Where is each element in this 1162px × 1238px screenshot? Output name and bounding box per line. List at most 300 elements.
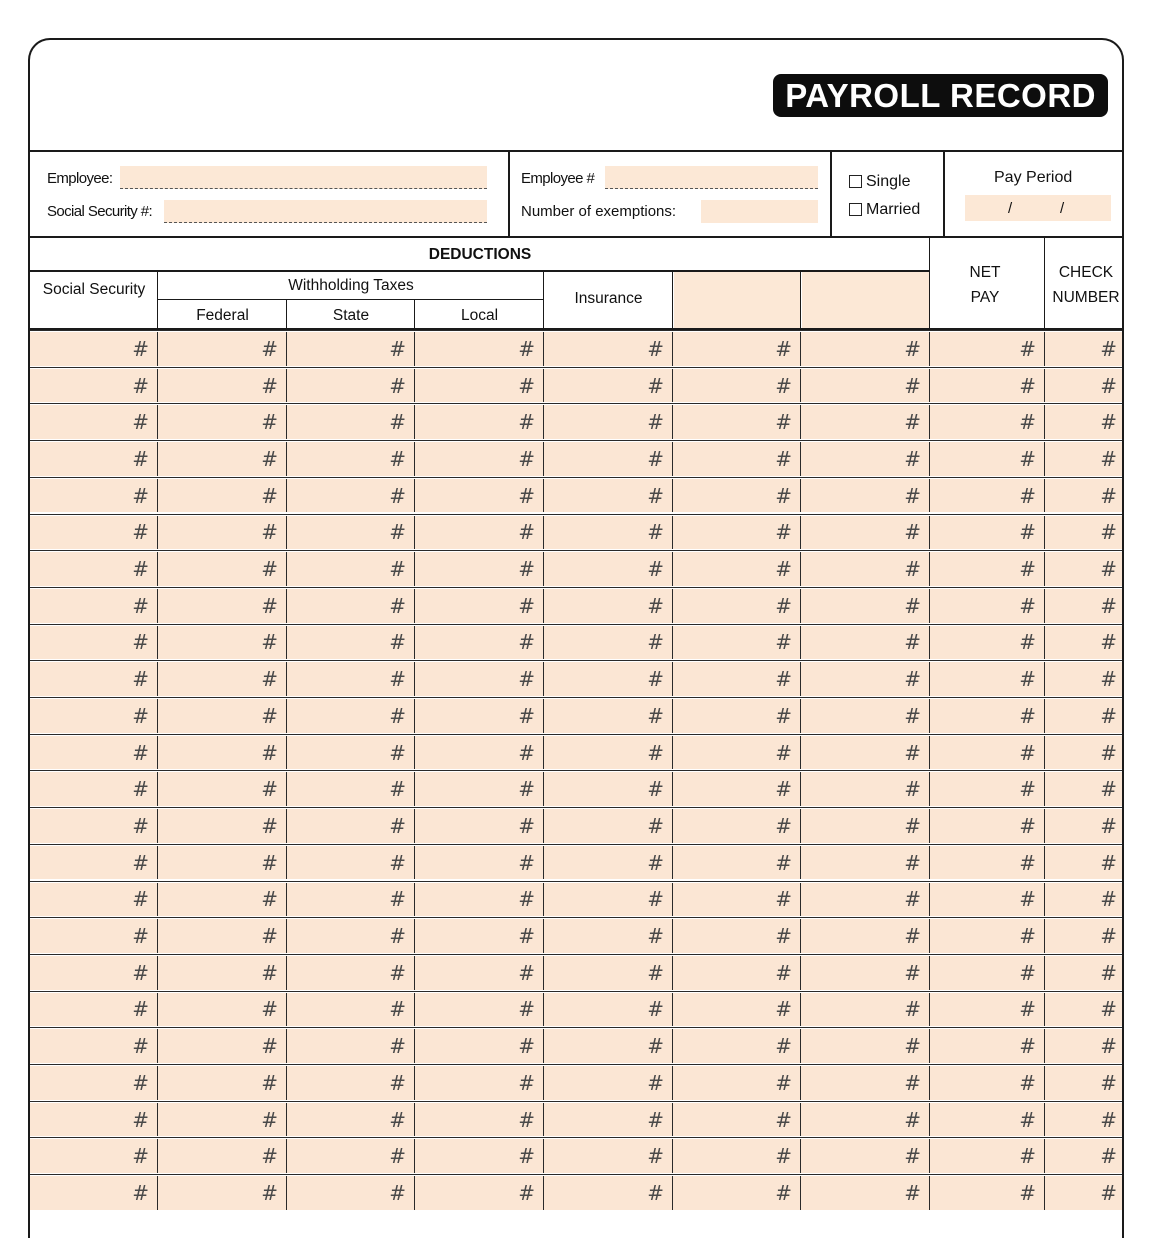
federal-cell[interactable] [158, 369, 287, 403]
cell-placeholder: # [647, 410, 664, 435]
check-number-cell[interactable] [1045, 1176, 1124, 1210]
cell-placeholder: # [647, 777, 664, 802]
cell-placeholder: # [1100, 813, 1117, 838]
cell-placeholder: # [518, 960, 535, 985]
federal-cell[interactable] [158, 552, 287, 586]
state-cell[interactable] [287, 1103, 415, 1137]
custom-2-cell[interactable] [801, 405, 930, 439]
state-header: State [332, 307, 370, 324]
custom-1-cell[interactable] [673, 442, 801, 476]
social-security-cell[interactable] [30, 956, 158, 990]
federal-cell[interactable] [158, 516, 287, 550]
divider [414, 300, 415, 330]
insurance-cell[interactable] [544, 846, 673, 880]
state-cell[interactable] [287, 883, 415, 917]
divider [157, 272, 158, 330]
insurance-cell[interactable] [544, 516, 673, 550]
local-cell[interactable] [415, 369, 544, 403]
insurance-cell[interactable] [544, 479, 673, 513]
federal-cell[interactable] [158, 809, 287, 843]
net-pay-cell[interactable] [930, 956, 1045, 990]
custom-2-cell[interactable] [801, 809, 930, 843]
net-pay-cell[interactable] [930, 1139, 1045, 1173]
social-security-cell[interactable] [30, 846, 158, 880]
custom-1-cell[interactable] [673, 516, 801, 550]
net-pay-cell[interactable] [930, 809, 1045, 843]
check-number-cell[interactable] [1045, 589, 1124, 623]
cell-placeholder: # [647, 446, 664, 471]
net-pay-cell[interactable] [930, 1029, 1045, 1063]
social-security-cell[interactable] [30, 699, 158, 733]
net-pay-cell[interactable] [930, 993, 1045, 1027]
federal-cell[interactable] [158, 736, 287, 770]
cell-placeholder: # [775, 1070, 792, 1095]
custom-2-cell[interactable] [801, 332, 930, 366]
cell-placeholder: # [389, 887, 406, 912]
cell-placeholder: # [1019, 1144, 1036, 1169]
state-cell[interactable] [287, 626, 415, 660]
custom-1-cell[interactable] [673, 699, 801, 733]
check-number-cell[interactable] [1045, 332, 1124, 366]
cell-placeholder: # [1100, 960, 1117, 985]
net-pay-cell[interactable] [930, 736, 1045, 770]
social-security-cell[interactable] [30, 332, 158, 366]
check-number-cell[interactable] [1045, 442, 1124, 476]
divider [830, 150, 832, 238]
insurance-cell[interactable] [544, 699, 673, 733]
insurance-cell[interactable] [544, 1029, 673, 1063]
insurance-cell[interactable] [544, 883, 673, 917]
cell-placeholder: # [775, 336, 792, 361]
cell-placeholder: # [261, 373, 278, 398]
custom-1-cell[interactable] [673, 589, 801, 623]
net-pay-cell[interactable] [930, 369, 1045, 403]
net-pay-cell[interactable] [930, 846, 1045, 880]
insurance-cell[interactable] [544, 442, 673, 476]
insurance-cell[interactable] [544, 772, 673, 806]
custom-1-cell[interactable] [673, 1066, 801, 1100]
cell-placeholder: # [904, 1180, 921, 1205]
local-cell[interactable] [415, 332, 544, 366]
state-cell[interactable] [287, 369, 415, 403]
federal-cell[interactable] [158, 846, 287, 880]
custom-2-cell[interactable] [801, 369, 930, 403]
table-row [30, 477, 1124, 515]
cell-placeholder: # [261, 1180, 278, 1205]
cell-placeholder: # [1019, 667, 1036, 692]
cell-placeholder: # [775, 997, 792, 1022]
insurance-cell[interactable] [544, 626, 673, 660]
federal-cell[interactable] [158, 589, 287, 623]
insurance-cell[interactable] [544, 736, 673, 770]
custom-2-cell[interactable] [801, 1139, 930, 1173]
cell-placeholder: # [775, 446, 792, 471]
state-cell[interactable] [287, 332, 415, 366]
social-security-cell[interactable] [30, 516, 158, 550]
employee-number-field[interactable] [605, 166, 818, 189]
divider [943, 150, 945, 238]
state-cell[interactable] [287, 442, 415, 476]
cell-placeholder: # [1019, 410, 1036, 435]
state-cell[interactable] [287, 993, 415, 1027]
cell-placeholder: # [904, 850, 921, 875]
federal-cell[interactable] [158, 883, 287, 917]
state-cell[interactable] [287, 1066, 415, 1100]
cell-placeholder: # [389, 1144, 406, 1169]
divider [158, 299, 544, 300]
insurance-cell[interactable] [544, 589, 673, 623]
insurance-cell[interactable] [544, 552, 673, 586]
state-cell[interactable] [287, 1139, 415, 1173]
social-security-cell[interactable] [30, 736, 158, 770]
check-number-cell[interactable] [1045, 846, 1124, 880]
insurance-cell[interactable] [544, 369, 673, 403]
local-cell[interactable] [415, 1103, 544, 1137]
federal-cell[interactable] [158, 699, 287, 733]
cell-placeholder: # [261, 483, 278, 508]
insurance-cell[interactable] [544, 1066, 673, 1100]
federal-cell[interactable] [158, 442, 287, 476]
cell-placeholder: # [518, 446, 535, 471]
check-number-cell[interactable] [1045, 405, 1124, 439]
cell-placeholder: # [132, 520, 149, 545]
social-security-cell[interactable] [30, 369, 158, 403]
net-pay-cell[interactable] [930, 883, 1045, 917]
local-cell[interactable] [415, 846, 544, 880]
cell-placeholder: # [389, 960, 406, 985]
divider [508, 150, 510, 238]
custom-2-cell[interactable] [801, 993, 930, 1027]
local-cell[interactable] [415, 772, 544, 806]
custom-1-cell[interactable] [673, 1176, 801, 1210]
net-pay-cell[interactable] [930, 662, 1045, 696]
cell-placeholder: # [904, 593, 921, 618]
cell-placeholder: # [132, 887, 149, 912]
check-number-cell[interactable] [1045, 1139, 1124, 1173]
cell-placeholder: # [132, 850, 149, 875]
custom-1-cell[interactable] [673, 736, 801, 770]
check-number-cell[interactable] [1045, 699, 1124, 733]
federal-cell[interactable] [158, 1139, 287, 1173]
cell-placeholder: # [1019, 483, 1036, 508]
state-cell[interactable] [287, 772, 415, 806]
insurance-cell[interactable] [544, 1176, 673, 1210]
check-number-cell[interactable] [1045, 1066, 1124, 1100]
state-cell[interactable] [287, 1176, 415, 1210]
local-cell[interactable] [415, 552, 544, 586]
custom-1-cell[interactable] [673, 1103, 801, 1137]
custom-2-cell[interactable] [801, 589, 930, 623]
social-security-cell[interactable] [30, 809, 158, 843]
social-security-cell[interactable] [30, 405, 158, 439]
cell-placeholder: # [775, 1144, 792, 1169]
custom-1-cell[interactable] [673, 846, 801, 880]
custom-2-cell[interactable] [801, 919, 930, 953]
custom-2-cell[interactable] [801, 772, 930, 806]
federal-cell[interactable] [158, 662, 287, 696]
net-pay-cell[interactable] [930, 552, 1045, 586]
custom-1-cell[interactable] [673, 1029, 801, 1063]
federal-cell[interactable] [158, 919, 287, 953]
social-security-cell[interactable] [30, 993, 158, 1027]
federal-cell[interactable] [158, 626, 287, 660]
local-cell[interactable] [415, 626, 544, 660]
cell-placeholder: # [132, 557, 149, 582]
custom-1-cell[interactable] [673, 479, 801, 513]
social-security-cell[interactable] [30, 919, 158, 953]
cell-placeholder: # [518, 557, 535, 582]
check-number-cell[interactable] [1045, 772, 1124, 806]
custom-1-cell[interactable] [673, 626, 801, 660]
federal-cell[interactable] [158, 772, 287, 806]
cell-placeholder: # [518, 1034, 535, 1059]
federal-cell[interactable] [158, 956, 287, 990]
cell-placeholder: # [1100, 1034, 1117, 1059]
cell-placeholder: # [261, 1107, 278, 1132]
cell-placeholder: # [389, 483, 406, 508]
local-cell[interactable] [415, 479, 544, 513]
social-security-cell[interactable] [30, 662, 158, 696]
custom-1-cell[interactable] [673, 809, 801, 843]
cell-placeholder: # [1100, 630, 1117, 655]
social-security-cell[interactable] [30, 1139, 158, 1173]
net-pay-cell[interactable] [930, 516, 1045, 550]
social-security-cell[interactable] [30, 589, 158, 623]
social-security-cell[interactable] [30, 1103, 158, 1137]
check-number-cell[interactable] [1045, 809, 1124, 843]
cell-placeholder: # [904, 373, 921, 398]
social-security-cell[interactable] [30, 1029, 158, 1063]
state-cell[interactable] [287, 809, 415, 843]
cell-placeholder: # [518, 520, 535, 545]
state-cell[interactable] [287, 405, 415, 439]
cell-placeholder: # [904, 813, 921, 838]
cell-placeholder: # [132, 703, 149, 728]
custom-deduction-header-2[interactable] [802, 272, 929, 329]
social-security-cell[interactable] [30, 442, 158, 476]
custom-1-cell[interactable] [673, 1139, 801, 1173]
federal-cell[interactable] [158, 1176, 287, 1210]
cell-placeholder: # [1019, 1070, 1036, 1095]
cell-placeholder: # [647, 1180, 664, 1205]
local-cell[interactable] [415, 442, 544, 476]
check-number-cell[interactable] [1045, 956, 1124, 990]
social-security-cell[interactable] [30, 1176, 158, 1210]
custom-2-cell[interactable] [801, 516, 930, 550]
custom-2-cell[interactable] [801, 956, 930, 990]
ssn-field[interactable] [164, 200, 487, 223]
state-cell[interactable] [287, 699, 415, 733]
net-pay-cell[interactable] [930, 1103, 1045, 1137]
federal-cell[interactable] [158, 993, 287, 1027]
custom-2-cell[interactable] [801, 479, 930, 513]
local-cell[interactable] [415, 919, 544, 953]
cell-placeholder: # [1019, 887, 1036, 912]
social-security-cell[interactable] [30, 626, 158, 660]
net-pay-cell[interactable] [930, 1066, 1045, 1100]
state-cell[interactable] [287, 479, 415, 513]
social-security-cell[interactable] [30, 1066, 158, 1100]
local-cell[interactable] [415, 662, 544, 696]
insurance-cell[interactable] [544, 1103, 673, 1137]
check-number-cell[interactable] [1045, 516, 1124, 550]
check-number-cell[interactable] [1045, 552, 1124, 586]
federal-cell[interactable] [158, 479, 287, 513]
insurance-cell[interactable] [544, 405, 673, 439]
check-number-cell[interactable] [1045, 993, 1124, 1027]
check-number-cell[interactable] [1045, 1103, 1124, 1137]
custom-2-cell[interactable] [801, 846, 930, 880]
federal-cell[interactable] [158, 332, 287, 366]
social-security-cell[interactable] [30, 479, 158, 513]
married-checkbox[interactable] [849, 203, 862, 216]
state-cell[interactable] [287, 516, 415, 550]
local-cell[interactable] [415, 809, 544, 843]
local-cell[interactable] [415, 993, 544, 1027]
custom-2-cell[interactable] [801, 552, 930, 586]
cell-placeholder: # [904, 520, 921, 545]
custom-2-cell[interactable] [801, 1176, 930, 1210]
custom-1-cell[interactable] [673, 405, 801, 439]
custom-2-cell[interactable] [801, 626, 930, 660]
check-number-cell[interactable] [1045, 479, 1124, 513]
local-cell[interactable] [415, 699, 544, 733]
cell-placeholder: # [132, 630, 149, 655]
insurance-cell[interactable] [544, 956, 673, 990]
custom-1-cell[interactable] [673, 552, 801, 586]
net-pay-cell[interactable] [930, 479, 1045, 513]
cell-placeholder: # [647, 630, 664, 655]
net-pay-cell[interactable] [930, 626, 1045, 660]
state-cell[interactable] [287, 736, 415, 770]
net-pay-cell[interactable] [930, 919, 1045, 953]
cell-placeholder: # [1019, 813, 1036, 838]
state-cell[interactable] [287, 552, 415, 586]
pay-period-field[interactable] [965, 195, 1111, 221]
state-cell[interactable] [287, 589, 415, 623]
check-number-cell[interactable] [1045, 736, 1124, 770]
net-pay-cell[interactable] [930, 332, 1045, 366]
cell-placeholder: # [132, 1070, 149, 1095]
local-cell[interactable] [415, 883, 544, 917]
local-cell[interactable] [415, 405, 544, 439]
federal-cell[interactable] [158, 1103, 287, 1137]
cell-placeholder: # [518, 924, 535, 949]
withholding-taxes-header: Withholding Taxes [288, 277, 414, 294]
check-number-cell[interactable] [1045, 626, 1124, 660]
exemptions-field[interactable] [701, 200, 818, 223]
local-cell[interactable] [415, 589, 544, 623]
cell-placeholder: # [132, 667, 149, 692]
insurance-cell[interactable] [544, 809, 673, 843]
local-cell[interactable] [415, 1176, 544, 1210]
federal-cell[interactable] [158, 1066, 287, 1100]
net-pay-cell[interactable] [930, 772, 1045, 806]
local-cell[interactable] [415, 956, 544, 990]
divider [543, 272, 544, 330]
federal-cell[interactable] [158, 405, 287, 439]
state-cell[interactable] [287, 662, 415, 696]
state-cell[interactable] [287, 956, 415, 990]
net-pay-cell[interactable] [930, 699, 1045, 733]
state-cell[interactable] [287, 919, 415, 953]
custom-2-cell[interactable] [801, 1029, 930, 1063]
cell-placeholder: # [261, 1034, 278, 1059]
table-row [30, 881, 1124, 919]
cell-placeholder: # [389, 667, 406, 692]
custom-2-cell[interactable] [801, 662, 930, 696]
social-security-cell[interactable] [30, 552, 158, 586]
check-number-cell[interactable] [1045, 919, 1124, 953]
single-checkbox[interactable] [849, 175, 862, 188]
insurance-cell[interactable] [544, 919, 673, 953]
cell-placeholder: # [1100, 446, 1117, 471]
custom-2-cell[interactable] [801, 883, 930, 917]
state-cell[interactable] [287, 846, 415, 880]
payroll-form [28, 38, 1124, 1238]
check-number-cell[interactable] [1045, 369, 1124, 403]
insurance-cell[interactable] [544, 332, 673, 366]
cell-placeholder: # [132, 446, 149, 471]
local-cell[interactable] [415, 736, 544, 770]
employee-name-field[interactable] [120, 166, 487, 189]
custom-1-cell[interactable] [673, 369, 801, 403]
custom-1-cell[interactable] [673, 956, 801, 990]
divider [672, 272, 673, 330]
custom-2-cell[interactable] [801, 442, 930, 476]
net-pay-cell[interactable] [930, 405, 1045, 439]
cell-placeholder: # [647, 1107, 664, 1132]
custom-1-cell[interactable] [673, 332, 801, 366]
custom-1-cell[interactable] [673, 919, 801, 953]
custom-1-cell[interactable] [673, 883, 801, 917]
net-pay-cell[interactable] [930, 442, 1045, 476]
social-security-cell[interactable] [30, 883, 158, 917]
custom-deduction-header-1[interactable] [674, 272, 801, 329]
custom-1-cell[interactable] [673, 993, 801, 1027]
table-row [30, 734, 1124, 772]
local-cell[interactable] [415, 1066, 544, 1100]
local-cell[interactable] [415, 516, 544, 550]
local-cell[interactable] [415, 1029, 544, 1063]
check-number-cell[interactable] [1045, 1029, 1124, 1063]
custom-1-cell[interactable] [673, 662, 801, 696]
custom-2-cell[interactable] [801, 1066, 930, 1100]
custom-2-cell[interactable] [801, 1103, 930, 1137]
local-cell[interactable] [415, 1139, 544, 1173]
federal-cell[interactable] [158, 1029, 287, 1063]
custom-1-cell[interactable] [673, 772, 801, 806]
cell-placeholder: # [775, 373, 792, 398]
cell-placeholder: # [261, 997, 278, 1022]
insurance-cell[interactable] [544, 993, 673, 1027]
custom-2-cell[interactable] [801, 736, 930, 770]
check-number-cell[interactable] [1045, 662, 1124, 696]
check-number-header: CHECK NUMBER [1052, 264, 1120, 306]
married-label: Married [866, 201, 921, 218]
check-number-cell[interactable] [1045, 883, 1124, 917]
net-pay-cell[interactable] [930, 1176, 1045, 1210]
social-security-cell[interactable] [30, 772, 158, 806]
table-row [30, 514, 1124, 552]
net-pay-cell[interactable] [930, 589, 1045, 623]
custom-2-cell[interactable] [801, 699, 930, 733]
insurance-cell[interactable] [544, 1139, 673, 1173]
cell-placeholder: # [904, 410, 921, 435]
insurance-cell[interactable] [544, 662, 673, 696]
cell-placeholder: # [389, 557, 406, 582]
state-cell[interactable] [287, 1029, 415, 1063]
